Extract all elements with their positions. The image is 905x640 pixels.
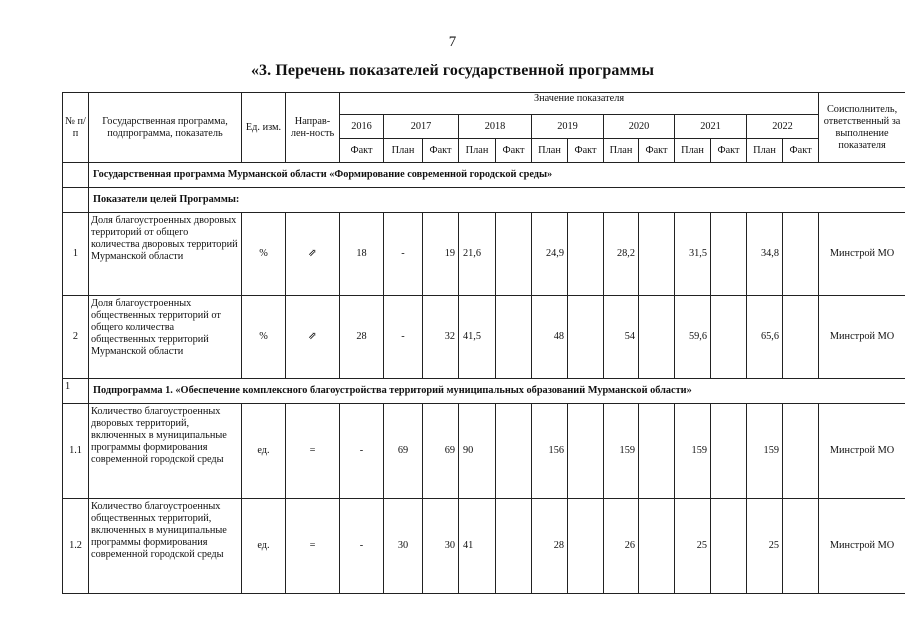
sub-plan: План: [459, 139, 496, 163]
value-2021-fact: [711, 213, 747, 296]
value-2021-fact: [711, 296, 747, 379]
table-row: [63, 213, 905, 296]
header-num: № п/п: [63, 93, 89, 163]
value-2022-plan: 159: [747, 404, 783, 499]
value-2018-fact: [496, 296, 532, 379]
value-2018-fact: [496, 404, 532, 499]
value-2021-plan: 31,5: [675, 213, 711, 296]
section-program: Государственная программа Мурманской области «Формирование современной городской среды»: [89, 163, 905, 188]
value-2020-plan: 54: [604, 296, 639, 379]
value-2020-plan: 28,2: [604, 213, 639, 296]
value-2018-fact: [496, 213, 532, 296]
table-row: [63, 404, 905, 499]
row-unit: %: [242, 213, 286, 296]
header-value: Значение показателя: [340, 93, 819, 115]
row-responsible: Минстрой МО: [819, 499, 905, 594]
value-2017-fact: 32: [423, 296, 459, 379]
row-num: 1.2: [63, 499, 89, 594]
value-2022-fact: [783, 499, 819, 594]
year-2021: 2021: [675, 115, 747, 139]
subprogram-num: 1: [63, 379, 89, 404]
sub-fact: Факт: [568, 139, 604, 163]
row-responsible: Минстрой МО: [819, 213, 905, 296]
row-responsible: Минстрой МО: [819, 296, 905, 379]
row-num: 1: [63, 213, 89, 296]
value-2017-fact: 69: [423, 404, 459, 499]
value-2017-plan: 30: [384, 499, 423, 594]
value-2019-fact: [568, 213, 604, 296]
value-2020-fact: [639, 213, 675, 296]
header-program: Государственная программа, подпрограмма, показатель: [89, 93, 242, 163]
page-number: 7: [448, 34, 457, 50]
section-goals: Показатели целей Программы:: [89, 188, 905, 213]
sub-fact: Факт: [783, 139, 819, 163]
value-2022-plan: 65,6: [747, 296, 783, 379]
value-2022-plan: 25: [747, 499, 783, 594]
value-2020-plan: 26: [604, 499, 639, 594]
sub-plan: План: [384, 139, 423, 163]
header-responsible: Соисполнитель, ответственный за выполнение показателя: [819, 93, 905, 163]
sub-plan: План: [675, 139, 711, 163]
value-2019-plan: 48: [532, 296, 568, 379]
value-2019-fact: [568, 499, 604, 594]
sub-fact: Факт: [340, 139, 384, 163]
direction-equal-icon: =: [286, 404, 340, 499]
value-2017-plan: 69: [384, 404, 423, 499]
year-2016: 2016: [340, 115, 384, 139]
value-2016-fact: -: [340, 499, 384, 594]
row-name: Доля благоустроенных общественных территорий от общего количества общественных территорий Мурманской области: [89, 296, 242, 379]
value-2016-fact: 18: [340, 213, 384, 296]
value-2021-plan: 59,6: [675, 296, 711, 379]
value-2017-fact: 30: [423, 499, 459, 594]
value-2018-fact: [496, 499, 532, 594]
value-2021-plan: 159: [675, 404, 711, 499]
sub-fact: Факт: [711, 139, 747, 163]
row-unit: ед.: [242, 499, 286, 594]
direction-arrow-icon: ⇗: [286, 213, 340, 296]
page-title: «3. Перечень показателей государственной программы: [250, 62, 655, 79]
row-unit: %: [242, 296, 286, 379]
value-2022-fact: [783, 296, 819, 379]
value-2020-fact: [639, 404, 675, 499]
value-2019-plan: 28: [532, 499, 568, 594]
section-subprogram: Подпрограмма 1. «Обеспечение комплексного благоустройства территорий муниципальных образований Мурманской области»: [89, 379, 905, 404]
value-2018-plan: 21,6: [459, 213, 496, 296]
value-2017-fact: 19: [423, 213, 459, 296]
value-2017-plan: -: [384, 296, 423, 379]
year-2018: 2018: [459, 115, 532, 139]
value-2020-plan: 159: [604, 404, 639, 499]
direction-equal-icon: =: [286, 499, 340, 594]
header-direction: Направ-лен-ность: [286, 93, 340, 163]
indicators-table: [62, 92, 905, 594]
value-2019-plan: 24,9: [532, 213, 568, 296]
value-2020-fact: [639, 296, 675, 379]
value-2019-fact: [568, 296, 604, 379]
value-2022-fact: [783, 404, 819, 499]
sub-fact: Факт: [423, 139, 459, 163]
value-2019-plan: 156: [532, 404, 568, 499]
table-row: [63, 296, 905, 379]
row-name: Количество благоустроенных дворовых территорий, включенных в муниципальные программы формирования современной городской среды: [89, 404, 242, 499]
year-2022: 2022: [747, 115, 819, 139]
value-2021-plan: 25: [675, 499, 711, 594]
value-2016-fact: 28: [340, 296, 384, 379]
direction-arrow-icon: ⇗: [286, 296, 340, 379]
row-name: Доля благоустроенных дворовых территорий от общего количества дворовых территорий Мурманской области: [89, 213, 242, 296]
row-num: 2: [63, 296, 89, 379]
row-name: Количество благоустроенных общественных территорий, включенных в муниципальные программы формирования современной городской среды: [89, 499, 242, 594]
year-2020: 2020: [604, 115, 675, 139]
header-unit: Ед. изм.: [242, 93, 286, 163]
value-2021-fact: [711, 404, 747, 499]
year-2017: 2017: [384, 115, 459, 139]
sub-plan: План: [532, 139, 568, 163]
value-2017-plan: -: [384, 213, 423, 296]
value-2020-fact: [639, 499, 675, 594]
value-2022-fact: [783, 213, 819, 296]
table-row: [63, 499, 905, 594]
value-2018-plan: 41: [459, 499, 496, 594]
row-responsible: Минстрой МО: [819, 404, 905, 499]
value-2016-fact: -: [340, 404, 384, 499]
row-num: 1.1: [63, 404, 89, 499]
value-2018-plan: 90: [459, 404, 496, 499]
year-2019: 2019: [532, 115, 604, 139]
value-2021-fact: [711, 499, 747, 594]
sub-fact: Факт: [496, 139, 532, 163]
row-unit: ед.: [242, 404, 286, 499]
value-2019-fact: [568, 404, 604, 499]
value-2022-plan: 34,8: [747, 213, 783, 296]
value-2018-plan: 41,5: [459, 296, 496, 379]
sub-plan: План: [747, 139, 783, 163]
sub-plan: План: [604, 139, 639, 163]
sub-fact: Факт: [639, 139, 675, 163]
